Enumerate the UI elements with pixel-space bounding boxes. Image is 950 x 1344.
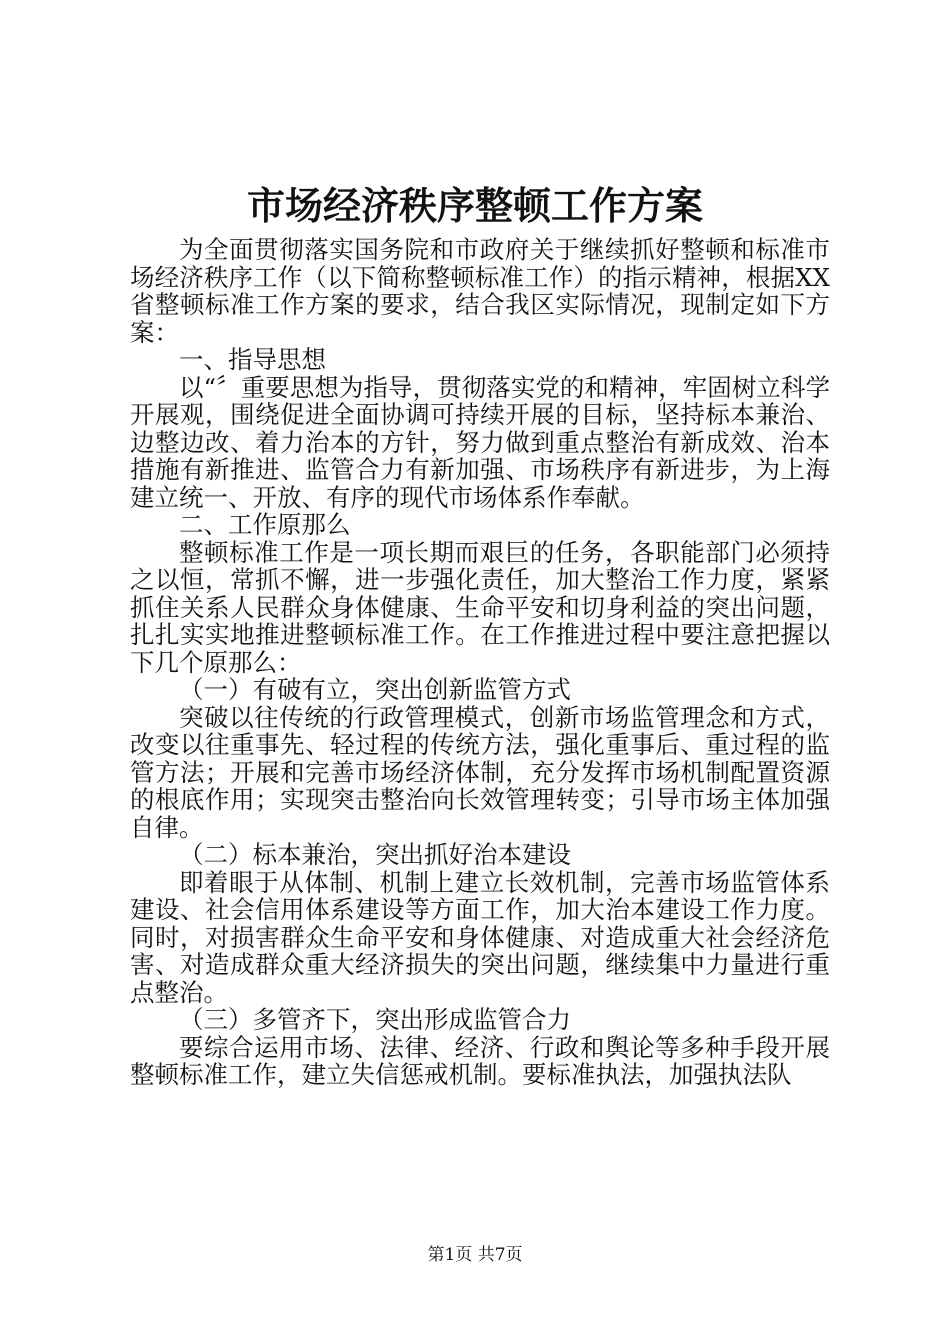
page-number-footer: 第1页 共7页 xyxy=(427,1245,523,1265)
document-body xyxy=(130,236,830,1089)
subheading-principle-2: （二）标本兼治，突出抓好治本建设 xyxy=(179,840,571,869)
principle-2-paragraph: 即着眼于从体制、机制上建立长效机制，完善市场监管体系建设、社会信用体系建设等方面工作，加大治本建设工作力度。同时，对损害群众生命平安和身体健康、对造成重大社会经济危害、对造成群众重大经济损失的突出问题，继续集中力量进行重点整治。 xyxy=(130,867,830,1007)
principle-1-paragraph: 突破以往传统的行政管理模式，创新市场监管理念和方式，改变以往重事先、轻过程的传统方法，强化重事后、重过程的监管方法；开展和完善市场经济体制，充分发挥市场机制配置资源的根底作用；实现突击整治向长效管理转变；引导市场主体加强自律。 xyxy=(130,702,830,842)
subheading-principle-1: （一）有破有立，突出创新监管方式 xyxy=(179,675,571,704)
subheading-principle-3: （三）多管齐下，突出形成监管合力 xyxy=(179,1005,571,1034)
section-heading-guiding-ideology: 一、指导思想 xyxy=(179,345,326,374)
document-title: 市场经济秩序整顿工作方案 xyxy=(246,183,703,228)
section-heading-work-principles: 二、工作原那么 xyxy=(179,510,351,539)
work-principles-paragraph: 整顿标准工作是一项长期而艰巨的任务，各职能部门必须持之以恒，常抓不懈，进一步强化责任，加大整治工作力度，紧紧抓住关系人民群众身体健康、生命平安和切身利益的突出问题，扎扎实实地推进整顿标准工作。在工作推进过程中要注意把握以下几个原那么： xyxy=(130,537,830,677)
guiding-ideology-paragraph: 以“〞重要思想为指导，贯彻落实党的和精神，牢固树立科学开展观，围绕促进全面协调可持续开展的目标，坚持标本兼治、边整边改、着力治本的方针，努力做到重点整治有新成效、治本措施有新推进、监管合力有新加强、市场秩序有新进步，为上海建立统一、开放、有序的现代市场体系作奉献。 xyxy=(130,372,830,512)
principle-3-paragraph: 要综合运用市场、法律、经济、行政和舆论等多种手段开展整顿标准工作，建立失信惩戒机制。要标准执法，加强执法队 xyxy=(130,1032,830,1089)
intro-paragraph: 为全面贯彻落实国务院和市政府关于继续抓好整顿和标准市场经济秩序工作（以下简称整顿标准工作）的指示精神，根据XX省整顿标准工作方案的要求，结合我区实际情况，现制定如下方案： xyxy=(130,235,830,347)
